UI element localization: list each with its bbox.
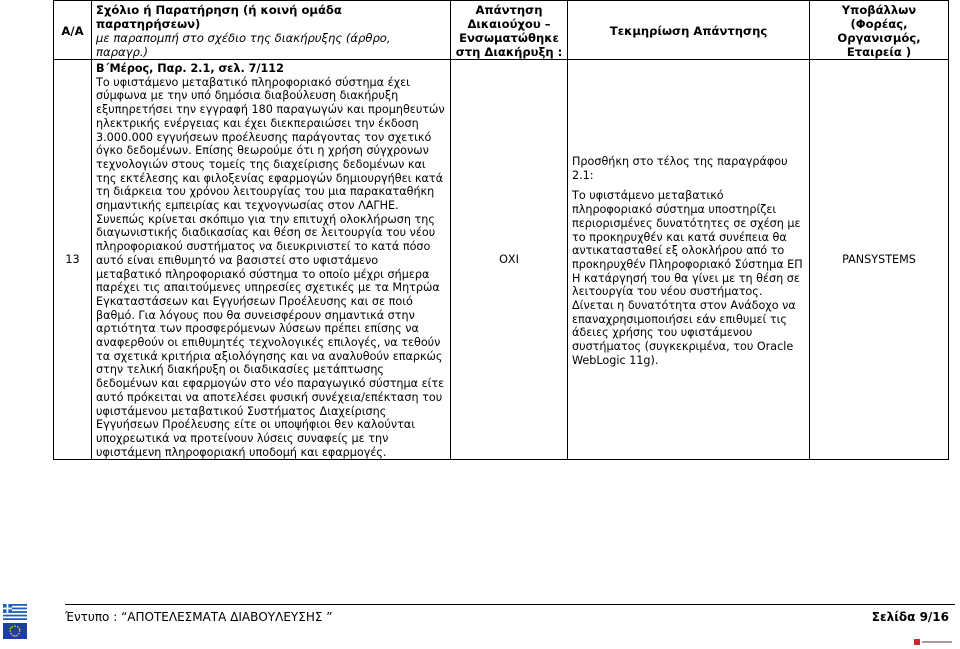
table-row [54,60,949,460]
eu-flag-icon [3,623,27,639]
consultation-table [53,0,949,460]
answer-cell: ΟΧΙ [451,60,568,460]
comment-text: Το υφιστάμενο μεταβατικό πληροφοριακό σύστημα έχει σύμφωνα με την υπό δημόσια διαβούλευση διακήρυξη εξυπηρετήσει την εγγραφή 180 παραγωγών και προμηθευτών ηλεκτρικής ενέργειας και έχει διεκπεραιώσει την έκδοση 3.000.000 εγγυήσεων προέλευσης παράγοντας τον σχετικό όγκο δεδομένων. Επίσης θεωρούμε ότι η χρήση σύγχρονων τεχνολογιών στους τομείς της διαχείρισης δεδομένων και της εκτέλεσης και φιλοξενίας εφαρμογών δημιουργήθει κατά τη διάρκεια του χρόνου λειτουργίας του μια παρακαταθήκη σημαντικής εμπειρίας και τεχνογνωσίας στον ΛΑΓΗΕ. Συνεπώς κρίνεται σκόπιμο για την επιτυχή ολοκλήρωση της διαγωνιστικής διαδικασίας και θέση σε λειτουργία του νέου πληροφοριακού συστήματος να διευκρινιστεί το κατά πόσο αυτό είναι επιθυμητό να βασιστεί στο υφιστάμενο μεταβατικό πληροφοριακό σύστημα το οποίο μέχρι σήμερα παρέχει τις απαιτούμενες υπηρεσίες σχετικές με τα Μητρώα Εγκαταστάσεων και Εγγυήσεων Προέλευσης και σε ποιό βαθμό. Για λόγους που θα συνεισφέρουν σημαντικά στην αρτιότητα των προσφερόμενων λύσεων πρέπει επίσης να αναφερθούν οι επιθυμητές τεχνολογικές επιλογές, να τεθούν τα σχετικά κριτήρια αξιολόγησης και να αναλυθούν επαρκώς στην τελική διακήρυξη οι διαδικασίες μετάπτωσης δεδομένων και εφαρμογών στο νέο παραγωγικό σύστημα είτε αυτό πρόκειται να αποτελέσει φυσική συνέχεια/επέκταση του υφιστάμενου μεταβατικού Συστήματος Διαχείρισης Εγγυήσεων Προέλευσης είτε οι υποψήφιοι θεν καλούνται υποχρεωτικά να προτείνουν λύσεις συναφείς με την υφιστάμενη πληροφοριακή υποδομή και εφαρμογές. [96,75,445,459]
justification-line: Το υφιστάμενο μεταβατικό πληροφοριακό σύστημα υποστηρίζει περιορισμένες δυνατότητες σε σχέση με το προκηρυχθέν και κατά συνέπεια θα αντικατασταθεί εξ ολοκλήρου από το προκηρυχθέν Πληροφοριακό Σύστημα ΕΠ Η κατάργησή του θα γίνει με τη θέση σε λειτουργία του νέου συστήματος. [572,189,803,299]
header-comment-sub: με παραπομπή στο σχέδιο της διακήρυξης (άρθρο, παραγρ.) [96,31,391,59]
comment-cell [92,60,451,460]
header-comment: Σχόλιο ή Παρατήρηση (ή κοινή ομάδα παρατηρήσεων) με παραπομπή στο σχέδιο της διακήρυξης (άρθρο, παραγρ.) [92,1,451,60]
footer-form-label: Έντυπο : “ΑΠΟΤΕΛΕΣΜΑΤΑ ΔΙΑΒΟΥΛΕΥΣΗΣ ” [65,610,333,624]
program-logo-icon [914,637,954,647]
submitter-cell: PANSYSTEMS [810,60,949,460]
justification-line: Προσθήκη στο τέλος της παραγράφου 2.1: [572,155,788,182]
comment-reference: Β΄Μέρος, Παρ. 2.1, σελ. 7/112 [96,62,284,75]
table-header-row [54,1,949,60]
header-num: Α/Α [54,1,92,60]
footer-page-number: Σελίδα 9/16 [871,610,949,624]
header-submitter: Υποβάλλων (Φορέας, Οργανισμός, Εταιρεία ) [810,1,949,60]
footer-divider [65,604,955,605]
header-justification: Τεκμηρίωση Απάντησης [568,1,810,60]
row-number: 13 [54,60,92,460]
justification-line: Δίνεται η δυνατότητα στον Ανάδοχο να επαναχρησιμοποιήσει εάν επιθυμεί τις άδειες χρήσης του υφιστάμενου συστήματος (συγκεκριμένα, του Oracle WebLogic 11g). [572,299,796,367]
justification-cell [568,60,810,460]
header-answer: Απάντηση Δικαιούχου – Ενσωματώθηκε στη Διακήρυξη : [451,1,568,60]
greek-flag-icon [3,604,27,620]
